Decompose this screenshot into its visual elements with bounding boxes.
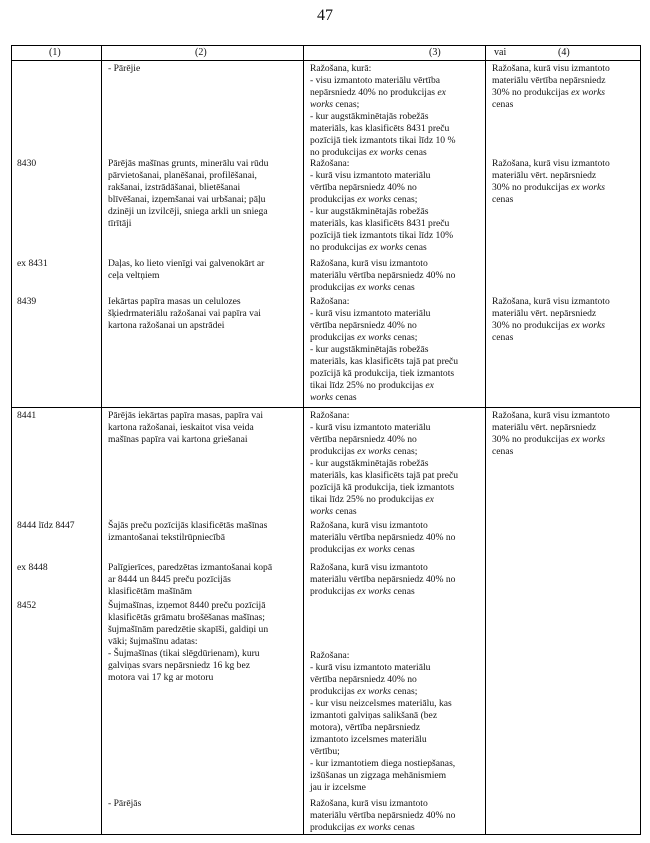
cell-code: 8441 bbox=[17, 410, 37, 421]
page-section-divider bbox=[12, 407, 640, 408]
cell-code: 8430 bbox=[17, 158, 37, 169]
table-header bbox=[12, 46, 640, 61]
column-divider bbox=[101, 46, 102, 834]
header-col1: (1) bbox=[49, 47, 61, 58]
cell-alternative-rule: Ražošana, kurā visu izmantoto materiālu vērtība nepārsniedz 30% no produkcijas ex works cenas bbox=[492, 63, 610, 110]
cell-description: Iekārtas papīra masas un celulozes šķiedrmateriālu ražošanai vai papīra vai kartona ražošanai un apstrādei bbox=[108, 296, 261, 331]
cell-description: Pārējās iekārtas papīra masas, papīra vai kartona ražošanai, ieskaitot visa veida mašīnas papīra vai kartona griešanai bbox=[108, 410, 264, 445]
column-divider bbox=[485, 46, 486, 834]
cell-code: 8444 līdz 8447 bbox=[17, 520, 75, 531]
cell-description: - Pārējie bbox=[108, 63, 141, 74]
cell-description: Daļas, ko lieto vienīgi vai galvenokārt ar ceļa veltņiem bbox=[108, 258, 265, 281]
cell-alternative-rule: Ražošana, kurā visu izmantoto materiālu vērt. nepārsniedz 30% no produkcijas ex works cenas bbox=[492, 158, 610, 205]
rules-table bbox=[11, 45, 641, 835]
cell-description: Šujmašīnas, izņemot 8440 preču pozīcijā klasificētās grāmatu brošēšanas mašīnas; šujmašīnām paredzētie skapīši, galdiņi un vāki; šujmašīnu adatas: - Šujmašīnas (tikai slēgdūrienam), kuru galviņas svars nepārsniedz 16 kg bez motora vai 17 kg ar motoru bbox=[108, 600, 269, 683]
cell-description: Palīgierīces, paredzētas izmantošanai kopā ar 8444 un 8445 preču pozīcijās klasificētām mašīnām bbox=[108, 562, 273, 597]
cell-rule: Ražošana, kurā visu izmantoto materiālu vērtība nepārsniedz 40% no produkcijas ex works cenas bbox=[310, 258, 456, 293]
cell-code: 8439 bbox=[17, 296, 37, 307]
cell-code: 8452 bbox=[17, 600, 37, 611]
cell-rule: Ražošana, kurā visu izmantoto materiālu vērtība nepārsniedz 40% no produkcijas ex works cenas bbox=[310, 798, 456, 833]
cell-description: - Pārējās bbox=[108, 798, 142, 809]
column-divider bbox=[303, 46, 304, 834]
cell-rule: Ražošana, kurā visu izmantoto materiālu vērtība nepārsniedz 40% no produkcijas ex works cenas bbox=[310, 562, 456, 597]
cell-description: Šajās preču pozīcijās klasificētās mašīnas izmantošanai tekstilrūpniecībā bbox=[108, 520, 268, 543]
cell-description: Pārējās mašīnas grunts, minerālu vai rūdu pārvietošanai, planēšanai, profilēšanai, rakšanai, izstrādāšanai, blietēšanai blīvēšanai, izņemšanai vai urbšanai; pāļu dzinēji un izvilcēji, sniega arkli un sniega tīrītāji bbox=[108, 158, 269, 229]
header-col3: (3) bbox=[429, 47, 441, 58]
header-vai: vai bbox=[494, 47, 507, 58]
cell-code: ex 8448 bbox=[17, 562, 48, 573]
cell-alternative-rule: Ražošana, kurā visu izmantoto materiālu vērt. nepārsniedz 30% no produkcijas ex works cenas bbox=[492, 296, 610, 343]
cell-rule: Ražošana, kurā: - visu izmantoto materiālu vērtība nepārsniedz 40% no produkcijas ex works cenas; - kur augstākminētajās robežās materiāls, kas klasificēts 8431 preču pozīcijā tiek izmantots tikai līdz 10 % no produkcijas ex works cenas bbox=[310, 63, 456, 158]
cell-rule: Ražošana, kurā visu izmantoto materiālu vērtība nepārsniedz 40% no produkcijas ex works cenas bbox=[310, 520, 456, 555]
cell-code: ex 8431 bbox=[17, 258, 48, 269]
cell-alternative-rule: Ražošana, kurā visu izmantoto materiālu vērt. nepārsniedz 30% no produkcijas ex works cenas bbox=[492, 410, 610, 457]
header-col4: (4) bbox=[558, 47, 570, 58]
page-number: 47 bbox=[317, 7, 333, 24]
cell-rule: Ražošana: - kurā visu izmantoto materiālu vērtība nepārsniedz 40% no produkcijas ex works cenas; - kur augstākminētajās robežās materiāls, kas klasificēts tajā pat preču pozīcijā kā produkcija, tiek izmantots tikai līdz 25% no produkcijas ex works cenas bbox=[310, 296, 459, 403]
cell-rule: Ražošana: - kurā visu izmantoto materiālu vērtība nepārsniedz 40% no produkcijas ex works cenas; - kur augstākminētajās robežās materiāls, kas klasificēts 8431 preču pozīcijā tiek izmantots tikai līdz 10% no produkcijas ex works cenas bbox=[310, 158, 454, 253]
header-col2: (2) bbox=[195, 47, 207, 58]
cell-rule: Ražošana: - kurā visu izmantoto materiālu vērtība nepārsniedz 40% no produkcijas ex works cenas; - kur augstākminētajās robežās materiāls, kas klasificēts tajā pat preču pozīcijā kā produkcija, tiek izmantots tikai līdz 25% no produkcijas ex works cenas bbox=[310, 410, 459, 517]
cell-rule: Ražošana: - kurā visu izmantoto materiālu vērtība nepārsniedz 40% no produkcijas ex works cenas; - kur visu neizcelsmes materiālu, kas izmantoti galviņas salikšanā (bez motora), vērtība nepārsniedz izmantoto izcelsmes materiālu vērtību; - kur izmantotiem diega nostiepšanas, izšūšanas un zigzaga mehānismiem jau ir izcelsme bbox=[310, 650, 456, 793]
